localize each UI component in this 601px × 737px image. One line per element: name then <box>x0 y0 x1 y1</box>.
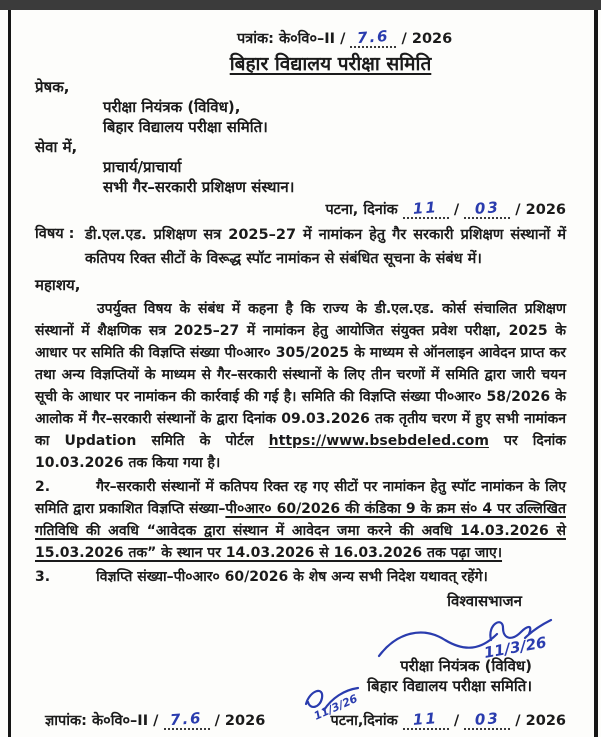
paragraph-1-text: उपर्युक्त विषय के संबंध में कहना है कि राज्य के डी.एल.एड. कोर्स संचालित प्रशिक्षण संस्थानों में शैक्षणिक सत्र 2025–27 में नामांकन हेतु आयोजित संयुक्त प्रवेश परीक्षा, 2025 के आधार पर समिति की विज्ञप्ति संख्या पी०आर० 305/2025 के माध्यम से ऑनलाइन आवेदन प्राप्त कर तथा अन्य विज्ञप्तियों के माध्यम से गैर–सरकारी संस्थानों के लिए तीन चरणों में समिति द्वारा जारी चयन सूची के आधार पर नामांकन की कार्रवाई की गई है। समिति की विज्ञप्ति संख्या पी०आर० 58/2026 के आलोक में गैर–सरकारी संस्थानों के द्वारा दिनांक 09.03.2026 तक तृतीय चरण में हुए सभी नामांकन का Updation समिति के पोर्टल <box>35 301 566 449</box>
place-date-label: पटना, दिनांक <box>325 202 398 218</box>
subject-text: डी.एल.एड. प्रशिक्षण सत्र 2025–27 में नामांकन हेतु गैर सरकारी प्रशिक्षण संस्थानों में कतिपय रिक्त सीटों के विरूद्ध स्पॉट नामांकन से संबंधित सूचना के संबंध में। <box>85 227 566 267</box>
recipient-designation: प्राचार्य/प्राचार्या <box>103 158 182 176</box>
initials-date-text: 11/3/26 <box>311 692 360 723</box>
paragraph-2-bold: विज्ञप्ति संख्या– <box>147 501 226 517</box>
scan-border-left <box>8 10 11 737</box>
memo-label: ज्ञापांक: के०वि०–II / <box>45 713 159 729</box>
letter-number-handwritten: 7.6 <box>356 26 391 48</box>
footer-day-field <box>403 709 449 730</box>
memo-number-handwritten: 7.6 <box>169 708 204 730</box>
letter-number-line <box>35 28 566 50</box>
letter-number-dotted-field <box>350 26 396 48</box>
paragraph-3-text: विज्ञप्ति संख्या–पी०आर० 60/2026 के शेष अन्य सभी निदेश यथावत् रहेंगे। <box>96 569 488 585</box>
paragraph-3 <box>35 566 566 588</box>
subject-label: विषय : <box>35 226 75 242</box>
paragraph-3-number: 3. <box>35 569 51 585</box>
signoff-org: बिहार विद्यालय परीक्षा समिति। <box>367 677 532 695</box>
scan-border-top <box>0 0 601 10</box>
sender-designation: परीक्षा नियंत्रक (विविध), <box>103 98 241 116</box>
paragraph-2-underlined-correction: पी०आर० 60/2026 की कंडिका 9 के क्रम सं० 4 पर उल्लिखित गतिविधि की अवधि “आवेदक द्वारा संस्थान में आवेदन जमा करने की अवधि 14.03.2026 से 15.03.2026 तक” के स्थान पर 14.03.2026 से 16.03.2026 तक पढ़ा जाए। <box>35 501 566 561</box>
memo-number-field <box>164 708 210 730</box>
date-month-field <box>464 198 510 219</box>
subject-row <box>35 223 566 271</box>
memo-number-line <box>35 710 265 732</box>
recipient-label: सेवा में, <box>35 138 78 156</box>
footer-place-label: पटना,दिनांक <box>330 713 398 729</box>
date-year: / 2026 <box>515 202 566 218</box>
recipient-org: सभी गैर–सरकारी प्रशिक्षण संस्थान। <box>103 178 295 196</box>
portal-url: https://www.bsebdeled.com <box>268 433 489 449</box>
sender-block <box>35 97 566 137</box>
sender-org: बिहार विद्यालय परीक्षा समिति। <box>103 118 268 136</box>
footer-month-field <box>464 709 510 730</box>
valediction: विश्वासभाजन <box>447 592 522 610</box>
signoff-designation: परीक्षा नियंत्रक (विविध) <box>400 657 532 675</box>
sender-label: प्रेषक, <box>35 78 70 96</box>
footer-month-handwritten: 03 <box>474 709 501 729</box>
paragraph-1-text-end: पर दिनांक 10.03.2026 तक किया गया है। <box>35 433 566 471</box>
footer-year: / 2026 <box>515 713 566 729</box>
letter-content <box>35 28 566 732</box>
signature-date-text: 11/3/26 <box>482 633 548 662</box>
recipient-block <box>35 157 566 197</box>
signature-handwritten <box>373 610 558 672</box>
date-day-handwritten: 11 <box>412 198 439 218</box>
memo-year: / 2026 <box>214 713 266 729</box>
initials-handwritten <box>300 676 370 728</box>
footer-row <box>35 692 566 732</box>
salutation: महाशय, <box>35 276 81 294</box>
footer-day-handwritten: 11 <box>412 709 439 729</box>
letter-number-year: / 2026 <box>401 31 453 47</box>
org-title: बिहार विद्यालय परीक्षा समिति <box>229 53 432 75</box>
letter-number-label: पत्रांक: के०वि०–II / <box>237 31 346 47</box>
date-day-field <box>403 198 449 219</box>
footer-date-separator: / <box>453 713 460 729</box>
paragraph-1 <box>35 298 566 474</box>
date-month-handwritten: 03 <box>474 198 501 218</box>
paragraph-2-number: 2. <box>35 479 51 495</box>
scan-border-right <box>594 10 598 737</box>
date-separator: / <box>453 202 460 218</box>
place-date-line <box>35 199 566 221</box>
paragraph-2 <box>35 476 566 564</box>
paragraph-2-text: गैर–सरकारी संस्थानों में कतिपय रिक्त रह गए सीटों पर नामांकन हेतु स्पॉट नामांकन के लिए समिति द्वारा प्रकाशित <box>35 479 566 517</box>
